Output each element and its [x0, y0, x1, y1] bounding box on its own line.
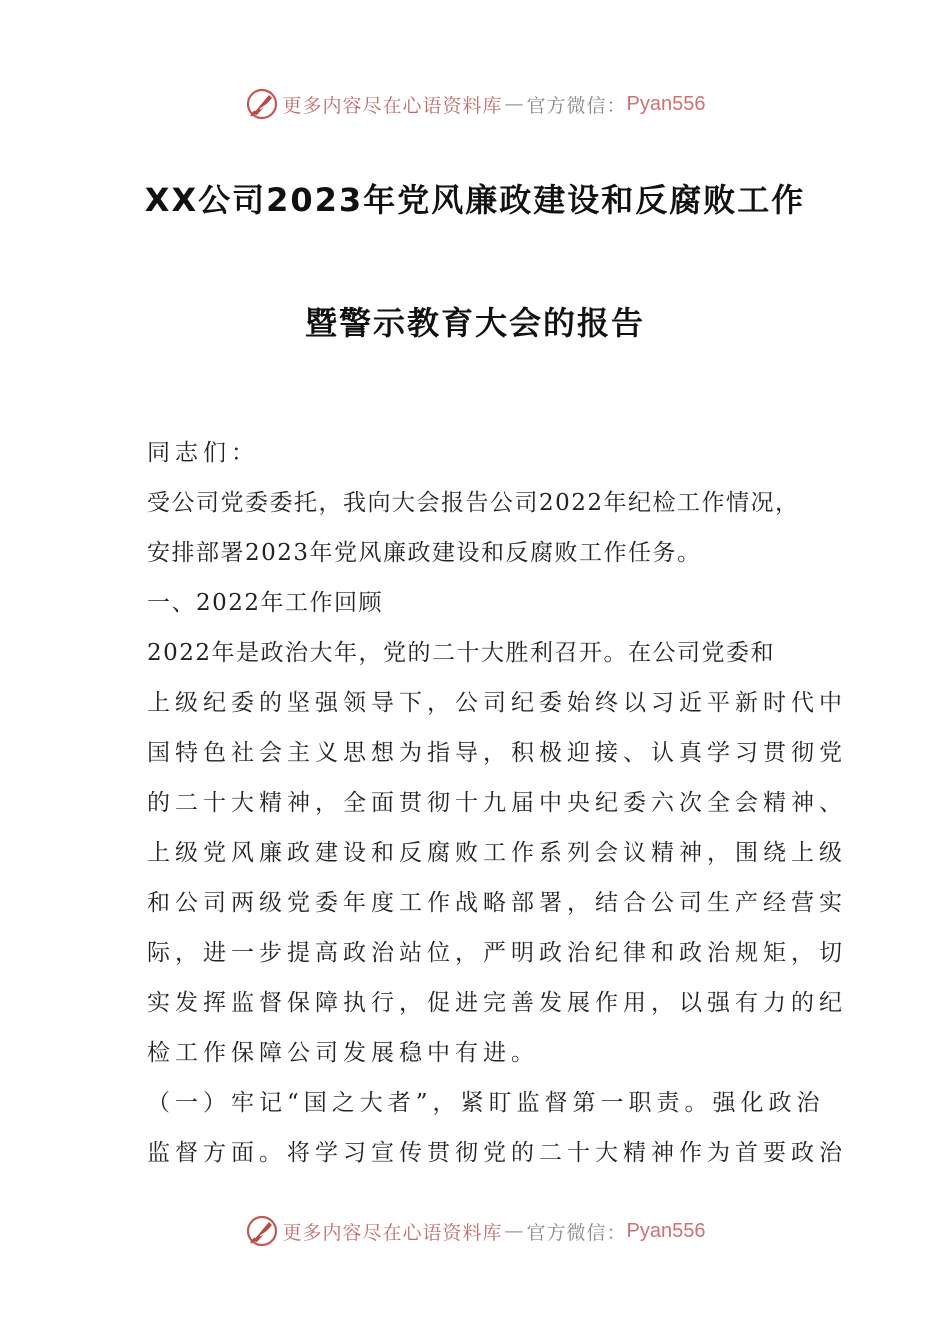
paragraph-line: 检工作保障公司发展稳中有进。 — [147, 1040, 539, 1066]
paragraph-line: 监督方面。将学习宣传贯彻党的二十大精神作为首要政治 — [147, 1140, 847, 1166]
watermark-label: 官方微信： — [526, 1221, 627, 1244]
watermark-wechat-id: Pyan556 — [626, 1219, 706, 1242]
salutation: 同志们： — [147, 440, 259, 466]
paragraph-line: 上级纪委的坚强领导下，公司纪委始终以习近平新时代中 — [147, 690, 847, 716]
watermark-dash: — — [504, 1220, 525, 1242]
watermark-banner-bottom — [0, 1211, 950, 1251]
document-body — [147, 428, 847, 1178]
section-heading: 一、2022年工作回顾 — [147, 590, 384, 616]
paragraph-line: 2022年是政治大年，党的二十大胜利召开。在公司党委和 — [147, 640, 776, 666]
quill-logo-icon — [245, 87, 279, 121]
paragraph-line: 国特色社会主义思想为指导，积极迎接、认真学习贯彻党 — [147, 740, 847, 766]
watermark-wechat-id: Pyan556 — [626, 92, 706, 115]
watermark-label: 官方微信： — [526, 94, 627, 117]
subsection-heading: （一）牢记“国之大者”，紧盯监督第一职责。强化政治 — [147, 1090, 825, 1116]
watermark-site-text: 更多内容尽在心语资料库 — [282, 1221, 503, 1244]
paragraph-line: 安排部署2023年党风廉政建设和反腐败工作任务。 — [147, 540, 702, 566]
paragraph-line: 上级党风廉政建设和反腐败工作系列会议精神，围绕上级 — [147, 840, 847, 866]
quill-logo-icon — [245, 1214, 279, 1248]
paragraph-line: 受公司党委委托，我向大会报告公司2022年纪检工作情况， — [147, 490, 800, 516]
paragraph-line: 实发挥监督保障执行，促进完善发展作用，以强有力的纪 — [147, 990, 847, 1016]
watermark-dash: — — [504, 93, 525, 115]
document-title-line-1: XX公司2023年党风廉政建设和反腐败工作 — [144, 181, 806, 219]
paragraph-line: 和公司两级党委年度工作战略部署，结合公司生产经营实 — [147, 890, 847, 916]
paragraph-line: 的二十大精神，全面贯彻十九届中央纪委六次全会精神、 — [147, 790, 847, 816]
watermark-banner-top — [0, 84, 950, 124]
paragraph-line: 际，进一步提高政治站位，严明政治纪律和政治规矩，切 — [147, 940, 847, 966]
document-title-line-2: 暨警示教育大会的报告 — [304, 304, 645, 342]
watermark-site-text: 更多内容尽在心语资料库 — [282, 94, 503, 117]
